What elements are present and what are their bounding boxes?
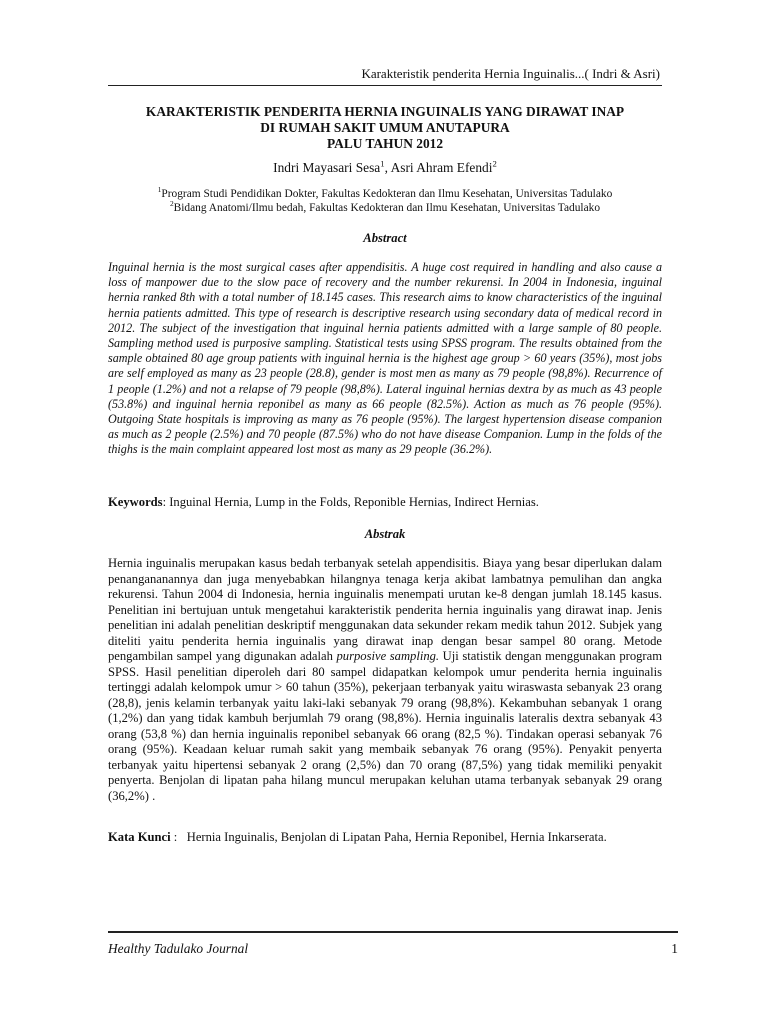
abstrak-text: Uji statistik dengan menggunakan program SPSS. Hasil penelitian diperoleh dari 80 sampel didapatkan kelompok umur penderita hernia inguinalis tertinggi adalah kelompok umur > 60 tahun (35%), pekerjaan terbanyak yaitu wiraswasta sebanyak 23 orang (28,8), jenis kelamin terbanyak yaitu laki-laki sebanyak 79 orang (98,8%). Kekambuhan sebanyak 1 orang (1,2%) dan yang tidak kambuh berjumlah 79 orang (98,8%). Hernia inguinalis lateralis dextra sebanyak 43 orang (53,8 %) dan hernia inguinalis reponibel sebanyak 66 orang (82,5 %). Tindakan operasi sebanyak 76 orang (95%). Keadaan keluar rumah sakit yang membaik sebanyak 76 orang (95%). Penyakit penyerta terbanyak yaitu hipertensi sebanyak 2 orang (2,5%) dan 70 orang (87,5%) yang tidak memiliki penyakit penyerta. Benjolan di lipatan paha hilang muncul merupakan keluhan utama terbanyak sebanyak 29 orang (36,2%) . <box>108 649 662 803</box>
title-line: DI RUMAH SAKIT UMUM ANUTAPURA <box>260 120 510 135</box>
header-divider <box>108 85 662 86</box>
kata-kunci-label: Kata Kunci <box>108 830 171 844</box>
keywords-text: : Inguinal Hernia, Lump in the Folds, Reponible Hernias, Indirect Hernias. <box>162 495 539 509</box>
author-affiliation-mark: 1 <box>380 158 385 169</box>
author-name: Asri Ahram Efendi <box>390 160 493 175</box>
affiliations <box>108 187 662 215</box>
abstrak-body <box>108 556 662 804</box>
kata-kunci <box>108 830 668 845</box>
author-name: Indri Mayasari Sesa <box>273 160 381 175</box>
affiliation-text: Bidang Anatomi/Ilmu bedah, Fakultas Kedokteran dan Ilmu Kesehatan, Universitas Tadulako <box>173 202 601 214</box>
abstract-body: Inguinal hernia is the most surgical cases after appendisitis. A huge cost required in handling and also cause a loss of manpower due to the slow pace of recovery and the number rekurensi. In 2004 in Indonesia, inguinal hernia ranked 8th with a total number of 18.145 cases. This research aims to know characteristics of the inguinal hernia patients admitted. This type of research is descriptive research using secondary data of medical record in 2012. The subject of the investigation that inguinal hernia patients admitted with a large sample of 80 people. Sampling method used is purposive sampling. Statistical tests using SPSS program. The results obtained from the sample obtained 80 age group patients with inguinal hernia is the highest age group > 60 years (35%), most jobs are self employed as many as 23 people (28.8), gender is most men as many as 79 people (98,8%). Recurrence of 1 people (1.2%) and not a relapse of 79 people (98,8%). Lateral inguinal hernias dextra by as much as 43 people (53.8%) and inguinal hernia reponibel as many as 66 people (82.5%). Action as much as 76 people (95%). Outgoing State hospitals is improving as many as 76 people (95%). The largest hypertension disease companion as much as 2 people (2.5%) and 70 people (87.5%) who do not have disease Companion. Lump in the folds of the thighs is the main complaint appeared lost most as many as 29 people (36.2%). <box>108 260 662 457</box>
footer-divider <box>108 931 678 933</box>
keywords <box>108 495 662 510</box>
affiliation-mark: 2 <box>169 199 174 209</box>
affiliation <box>108 187 662 201</box>
abstract-heading: Abstract <box>363 231 407 245</box>
abstrak-heading: Abstrak <box>364 527 406 541</box>
affiliation-mark: 1 <box>157 185 162 195</box>
abstrak-text: Hernia inguinalis merupakan kasus bedah terbanyak setelah appendisitis. Biaya yang besar diperlukan dalam penangananannya dan juga menyebabkan hilangnya tenaga kerja akibat lambatnya pemulihan dan angka rekurensi. Tahun 2004 di Indonesia, hernia inguinalis menempati urutan ke-8 dengan jumlah 18.145 kasus. Penelitian ini bertujuan untuk mengetahui karakteristik penderita hernia inguinalis yang dirawat inap. Jenis penelitian ini adalah penelitian deskriptif menggunakan data sekunder rekam medik tahun 2012. Subjek yang diteliti yaitu penderita hernia inguinalis yang dirawat inap dengan besar sampel 80 orang. Metode pengambilan sampel yang digunakan adalah <box>108 556 662 663</box>
author-affiliation-mark: 2 <box>492 158 497 169</box>
affiliation <box>108 201 662 215</box>
kata-kunci-separator: : <box>170 830 178 844</box>
page-number: 1 <box>671 941 678 956</box>
author-list <box>108 160 662 176</box>
abstrak-text-italic: purposive sampling. <box>336 649 440 663</box>
kata-kunci-text: Hernia Inguinalis, Benjolan di Lipatan Paha, Hernia Reponibel, Hernia Inkarserata. <box>186 830 607 844</box>
affiliation-text: Program Studi Pendidikan Dokter, Fakultas Kedokteran dan Ilmu Kesehatan, Universitas Tadulako <box>161 188 613 200</box>
article-title <box>108 104 662 152</box>
running-header: Karakteristik penderita Hernia Inguinalis...( Indri & Asri) <box>361 66 660 81</box>
journal-name: Healthy Tadulako Journal <box>108 941 249 956</box>
title-line: KARAKTERISTIK PENDERITA HERNIA INGUINALIS YANG DIRAWAT INAP <box>145 104 625 119</box>
keywords-label: Keywords <box>108 495 163 509</box>
author-separator: , <box>384 160 391 175</box>
title-line: PALU TAHUN 2012 <box>326 136 444 151</box>
